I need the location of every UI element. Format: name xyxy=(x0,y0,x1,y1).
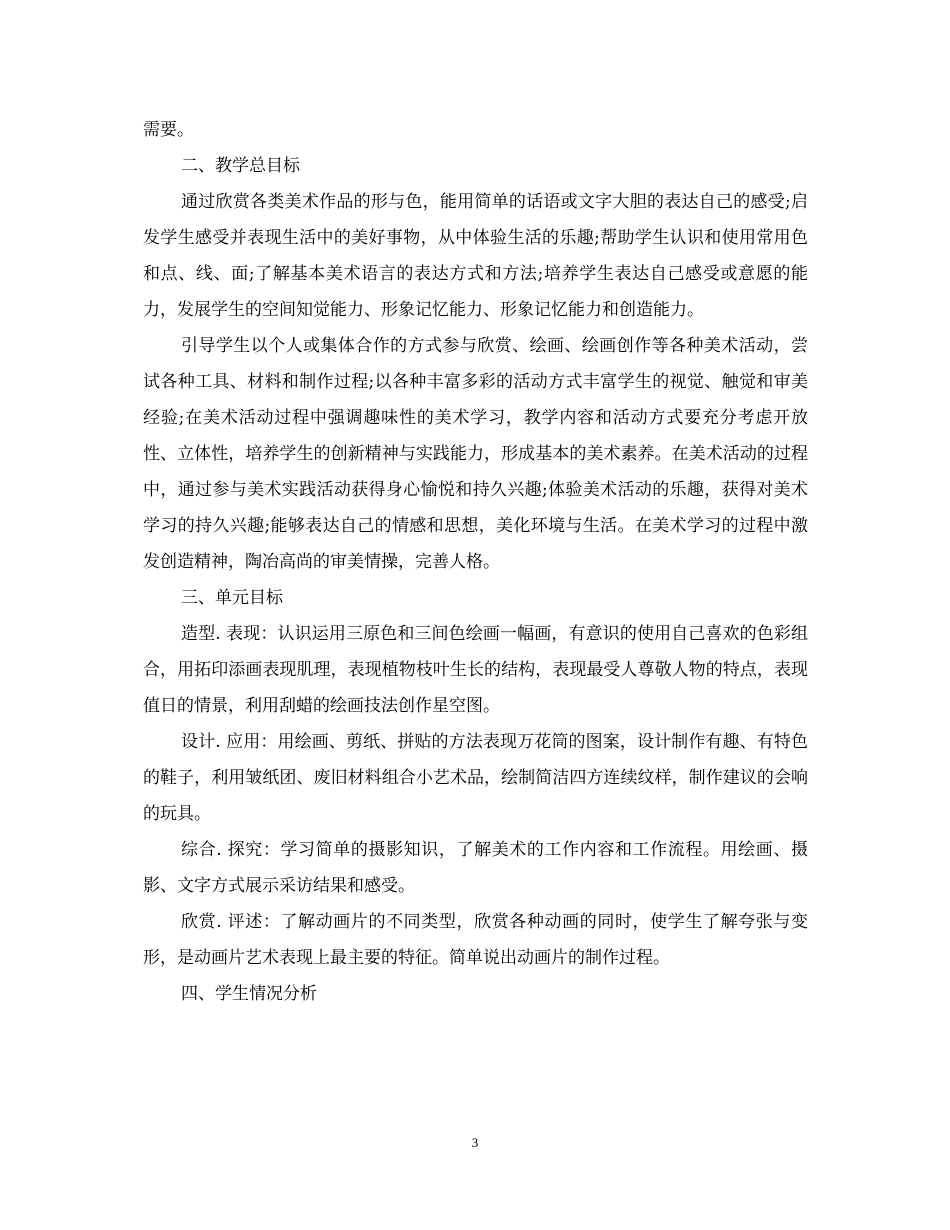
document-body xyxy=(143,112,808,1012)
paragraph-continuation: 需要。 xyxy=(143,120,194,140)
section-heading-unit-goals: 三、单元目标 xyxy=(181,588,283,608)
paragraph-design-application: 设计. 应用：用绘画、剪纸、拼贴的方法表现万花筒的图案，设计制作有趣、有特色的鞋子，利用皱纸团、废旧材料组合小艺术品，绘制简洁四方连续纹样，制作建议的会响的玩具。 xyxy=(143,732,808,824)
paragraph-modeling-expression: 造型. 表现：认识运用三原色和三间色绘画一幅画，有意识的使用自己喜欢的色彩组合，用拓印添画表现肌理，表现植物枝叶生长的结构，表现最受人尊敬人物的特点，表现值日的情景，利用刮蜡的绘画技法创作星空图。 xyxy=(143,624,808,716)
paragraph-appreciation-review: 欣赏. 评述：了解动画片的不同类型，欣赏各种动画的同时，使学生了解夸张与变形，是动画片艺术表现上最主要的特征。简单说出动画片的制作过程。 xyxy=(143,912,808,968)
paragraph-goals-appreciation: 通过欣赏各类美术作品的形与色，能用简单的话语或文字大胆的表达自己的感受;启发学生感受并表现生活中的美好事物，从中体验生活的乐趣;帮助学生认识和使用常用色和点、线、面;了解基本美术语言的表达方式和方法;培养学生表达自己感受或意愿的能力，发展学生的空间知觉能力、形象记忆能力、形象记忆能力和创造能力。 xyxy=(143,192,808,320)
paragraph-comprehensive-exploration: 综合. 探究：学习简单的摄影知识，了解美术的工作内容和工作流程。用绘画、摄影、文字方式展示采访结果和感受。 xyxy=(143,840,808,896)
section-heading-teaching-goals: 二、教学总目标 xyxy=(181,156,300,176)
section-heading-student-analysis: 四、学生情况分析 xyxy=(181,984,317,1004)
paragraph-goals-activities: 引导学生以个人或集体合作的方式参与欣赏、绘画、绘画创作等各种美术活动，尝试各种工具、材料和制作过程;以各种丰富多彩的活动方式丰富学生的视觉、触觉和审美经验;在美术活动过程中强调趣味性的美术学习，教学内容和活动方式要充分考虑开放性、立体性，培养学生的创新精神与实践能力，形成基本的美术素养。在美术活动的过程中，通过参与美术实践活动获得身心愉悦和持久兴趣;体验美术活动的乐趣，获得对美术学习的持久兴趣;能够表达自己的情感和思想，美化环境与生活。在美术学习的过程中激发创造精神，陶冶高尚的审美情操，完善人格。 xyxy=(143,336,808,572)
page-number: 3 xyxy=(471,1135,479,1150)
